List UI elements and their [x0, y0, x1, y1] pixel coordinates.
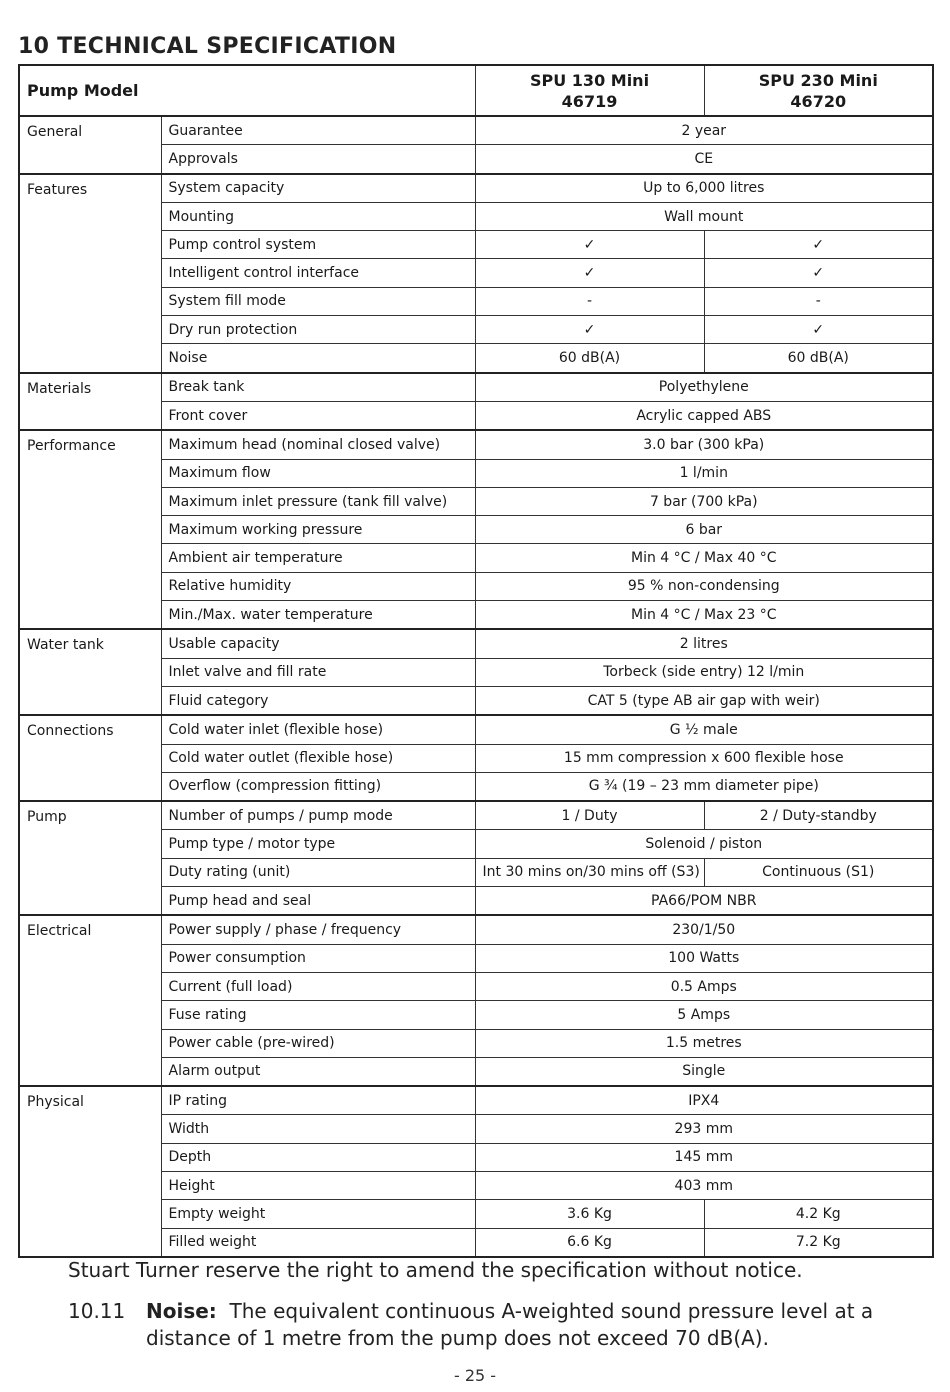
noise-note — [68, 1298, 908, 1352]
header-row — [19, 65, 933, 116]
spec-value: 7.2 Kg — [704, 1228, 933, 1257]
spec-label: Depth — [161, 1143, 475, 1171]
spec-value: 0.5 Amps — [475, 972, 933, 1000]
check-icon: ✓ — [704, 316, 933, 344]
spec-value: Torbeck (side entry) 12 l/min — [475, 658, 933, 686]
spec-value: 230/1/50 — [475, 915, 933, 944]
spec-label: Fluid category — [161, 686, 475, 715]
group-label: Water tank — [19, 629, 161, 715]
check-icon: ✓ — [475, 231, 704, 259]
spec-value: 3.6 Kg — [475, 1200, 704, 1228]
group-label: Materials — [19, 373, 161, 431]
group-label: Physical — [19, 1086, 161, 1257]
group-label: Performance — [19, 430, 161, 629]
spec-label: Front cover — [161, 401, 475, 430]
spec-table — [18, 64, 934, 1258]
spec-value: Polyethylene — [475, 373, 933, 402]
spec-label: Maximum head (nominal closed valve) — [161, 430, 475, 459]
table-row — [19, 116, 933, 145]
check-icon: ✓ — [475, 259, 704, 287]
page-number: - 25 - — [453, 1366, 497, 1385]
noise-note-heading: Noise: — [146, 1299, 217, 1323]
spec-value: 293 mm — [475, 1115, 933, 1143]
group-label: General — [19, 116, 161, 174]
spec-value: 6.6 Kg — [475, 1228, 704, 1257]
check-icon: ✓ — [704, 259, 933, 287]
group-label: Pump — [19, 801, 161, 915]
spec-label: Duty rating (unit) — [161, 858, 475, 886]
spec-value: - — [704, 287, 933, 315]
table-row — [19, 430, 933, 459]
spec-value: 1 / Duty — [475, 801, 704, 830]
spec-value: Solenoid / piston — [475, 830, 933, 858]
spec-label: Maximum inlet pressure (tank fill valve) — [161, 487, 475, 515]
spec-value: 2 / Duty-standby — [704, 801, 933, 830]
table-row — [19, 715, 933, 744]
footnote: Stuart Turner reserve the right to amend the specification without notice. — [68, 1258, 803, 1282]
spec-label: Power supply / phase / frequency — [161, 915, 475, 944]
table-row — [19, 915, 933, 944]
spec-value: Up to 6,000 litres — [475, 174, 933, 203]
spec-label: IP rating — [161, 1086, 475, 1115]
spec-label: Dry run protection — [161, 316, 475, 344]
spec-value: G ½ male — [475, 715, 933, 744]
noise-note-body — [146, 1298, 908, 1352]
spec-label: Relative humidity — [161, 572, 475, 600]
spec-label: Number of pumps / pump mode — [161, 801, 475, 830]
spec-value: Acrylic capped ABS — [475, 401, 933, 430]
group-label: Electrical — [19, 915, 161, 1086]
spec-value: 7 bar (700 kPa) — [475, 487, 933, 515]
spec-label: Cold water outlet (flexible hose) — [161, 744, 475, 772]
spec-label: System capacity — [161, 174, 475, 203]
spec-value: Min 4 °C / Max 40 °C — [475, 544, 933, 572]
spec-label: Intelligent control interface — [161, 259, 475, 287]
pump-model-label: Pump Model — [19, 65, 475, 116]
spec-label: Pump type / motor type — [161, 830, 475, 858]
spec-label: System fill mode — [161, 287, 475, 315]
spec-label: Alarm output — [161, 1057, 475, 1086]
spec-value: 3.0 bar (300 kPa) — [475, 430, 933, 459]
table-row — [19, 1086, 933, 1115]
spec-label: Current (full load) — [161, 972, 475, 1000]
spec-label: Noise — [161, 344, 475, 373]
spec-value: 403 mm — [475, 1171, 933, 1199]
spec-value: 1.5 metres — [475, 1029, 933, 1057]
spec-value: 1 l/min — [475, 459, 933, 487]
spec-value: - — [475, 287, 704, 315]
spec-label: Min./Max. water temperature — [161, 601, 475, 630]
spec-value: PA66/POM NBR — [475, 887, 933, 916]
spec-label: Overflow (compression fitting) — [161, 772, 475, 801]
table-row — [19, 801, 933, 830]
spec-label: Power consumption — [161, 944, 475, 972]
spec-label: Width — [161, 1115, 475, 1143]
spec-label: Approvals — [161, 145, 475, 174]
model2-header — [704, 65, 933, 116]
spec-value: Min 4 °C / Max 23 °C — [475, 601, 933, 630]
check-icon: ✓ — [704, 231, 933, 259]
model1-name: SPU 130 Mini — [529, 70, 650, 90]
spec-label: Pump head and seal — [161, 887, 475, 916]
table-row — [19, 373, 933, 402]
spec-value: 4.2 Kg — [704, 1200, 933, 1228]
spec-value: Continuous (S1) — [704, 858, 933, 886]
table-row — [19, 174, 933, 203]
spec-label: Height — [161, 1171, 475, 1199]
spec-value: Single — [475, 1057, 933, 1086]
table-row — [19, 629, 933, 658]
spec-table-body — [19, 65, 933, 1257]
spec-value: 5 Amps — [475, 1001, 933, 1029]
spec-value: 60 dB(A) — [475, 344, 704, 373]
spec-value: 2 year — [475, 116, 933, 145]
spec-label: Usable capacity — [161, 629, 475, 658]
section-title: 10 TECHNICAL SPECIFICATION — [18, 34, 397, 59]
spec-value: Int 30 mins on/30 mins off (S3) — [475, 858, 704, 886]
spec-label: Power cable (pre-wired) — [161, 1029, 475, 1057]
spec-label: Break tank — [161, 373, 475, 402]
model2-code: 46720 — [790, 91, 847, 111]
spec-label: Maximum working pressure — [161, 516, 475, 544]
spec-label: Ambient air temperature — [161, 544, 475, 572]
spec-value: 145 mm — [475, 1143, 933, 1171]
spec-label: Mounting — [161, 202, 475, 230]
spec-value: 95 % non-condensing — [475, 572, 933, 600]
spec-label: Pump control system — [161, 231, 475, 259]
noise-note-number: 10.11 — [68, 1299, 126, 1323]
spec-label: Maximum flow — [161, 459, 475, 487]
spec-label: Inlet valve and fill rate — [161, 658, 475, 686]
spec-label: Filled weight — [161, 1228, 475, 1257]
spec-value: CAT 5 (type AB air gap with weir) — [475, 686, 933, 715]
group-label: Connections — [19, 715, 161, 801]
spec-value: CE — [475, 145, 933, 174]
spec-value: IPX4 — [475, 1086, 933, 1115]
check-icon: ✓ — [475, 316, 704, 344]
spec-value: 60 dB(A) — [704, 344, 933, 373]
model1-code: 46719 — [561, 91, 618, 111]
spec-value: Wall mount — [475, 202, 933, 230]
spec-value: 2 litres — [475, 629, 933, 658]
spec-label: Fuse rating — [161, 1001, 475, 1029]
spec-label: Cold water inlet (flexible hose) — [161, 715, 475, 744]
spec-value: G ¾ (19 – 23 mm diameter pipe) — [475, 772, 933, 801]
noise-note-text: The equivalent continuous A-weighted sound pressure level at a distance of 1 metre from the pump does not exceed 70 dB(A). — [146, 1299, 874, 1350]
spec-value: 6 bar — [475, 516, 933, 544]
spec-value: 100 Watts — [475, 944, 933, 972]
spec-value: 15 mm compression x 600 flexible hose — [475, 744, 933, 772]
model1-header — [475, 65, 704, 116]
group-label: Features — [19, 174, 161, 373]
spec-label: Empty weight — [161, 1200, 475, 1228]
model2-name: SPU 230 Mini — [758, 70, 878, 90]
spec-label: Guarantee — [161, 116, 475, 145]
